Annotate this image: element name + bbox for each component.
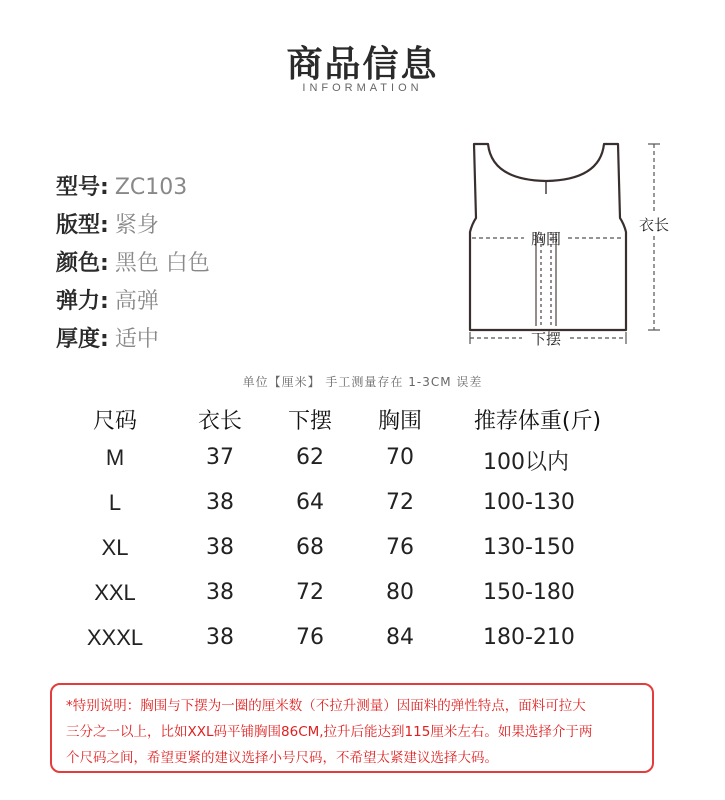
- spec-value: 黑色 白色: [114, 251, 210, 276]
- size-cell: XXXL: [86, 625, 144, 650]
- spec-thickness: [56, 326, 159, 354]
- length-cell: 37: [206, 445, 234, 470]
- column-header: 衣长: [197, 409, 242, 434]
- special-note-line: 个尺码之间，希望更紧的建议选择小号尺码，不希望太紧建议选择大码。: [66, 750, 498, 766]
- spec-label: 版型:: [56, 213, 109, 238]
- spec-model: [56, 174, 187, 202]
- length-cell: 38: [206, 490, 234, 515]
- garment-size-diagram: [440, 128, 690, 353]
- size-cell: XXL: [94, 580, 136, 605]
- hem-cell: 72: [296, 580, 324, 605]
- special-note-box: [50, 683, 654, 773]
- spec-label: 厚度:: [56, 327, 109, 352]
- length-cell: 38: [206, 535, 234, 560]
- table-row: [60, 625, 660, 670]
- chest-cell: 72: [386, 490, 414, 515]
- weight-cell: 180-210: [483, 625, 575, 650]
- size-cell: M: [105, 445, 125, 470]
- chest-cell: 84: [386, 625, 414, 650]
- spec-label: 颜色:: [56, 251, 109, 276]
- length-cell: 38: [206, 625, 234, 650]
- hem-label: 下摆: [530, 330, 562, 348]
- spec-label: 型号:: [56, 175, 109, 200]
- length-label: 衣长: [638, 216, 670, 234]
- page-subtitle: INFORMATION: [302, 82, 423, 94]
- spec-value: 紧身: [114, 213, 159, 238]
- chest-cell: 76: [386, 535, 414, 560]
- hem-cell: 68: [296, 535, 324, 560]
- page-title: 商品信息: [286, 44, 439, 85]
- column-header: 下摆: [287, 409, 332, 434]
- column-header: 胸围: [377, 409, 422, 434]
- hem-cell: 62: [296, 445, 324, 470]
- spec-label: 弹力:: [56, 289, 109, 314]
- special-note-line: 三分之一以上，比如XXL码平铺胸围86CM,拉升后能达到115厘米左右。如果选择介于两: [66, 724, 593, 740]
- chest-cell: 70: [386, 445, 414, 470]
- table-row: [60, 580, 660, 625]
- column-header: 推荐体重(斤): [473, 409, 602, 434]
- weight-cell: 100以内: [483, 450, 569, 475]
- size-table: [60, 400, 660, 670]
- weight-cell: 150-180: [483, 580, 575, 605]
- spec-elasticity: [56, 288, 159, 316]
- size-cell: L: [108, 490, 122, 515]
- hem-cell: 76: [296, 625, 324, 650]
- length-measure-line: [648, 144, 660, 330]
- column-header: 尺码: [92, 409, 137, 434]
- spec-fit: [56, 212, 159, 240]
- unit-note: 单位【厘米】 手工测量存在 1-3CM 误差: [242, 375, 483, 389]
- weight-cell: 130-150: [483, 535, 575, 560]
- table-header-row: [60, 400, 660, 445]
- table-row: [60, 535, 660, 580]
- hem-cell: 64: [296, 490, 324, 515]
- size-cell: XL: [101, 535, 129, 560]
- spec-value: ZC103: [114, 175, 188, 200]
- chest-cell: 80: [386, 580, 414, 605]
- spec-value: 适中: [114, 327, 159, 352]
- table-row: [60, 445, 660, 490]
- spec-color: [56, 250, 210, 278]
- special-note-line: *特别说明：胸围与下摆为一圈的厘米数（不拉升测量）因面料的弹性特点，面料可拉大: [66, 698, 586, 714]
- spec-value: 高弹: [114, 289, 159, 314]
- length-cell: 38: [206, 580, 234, 605]
- table-row: [60, 490, 660, 535]
- chest-label: 胸围: [530, 230, 562, 248]
- weight-cell: 100-130: [483, 490, 575, 515]
